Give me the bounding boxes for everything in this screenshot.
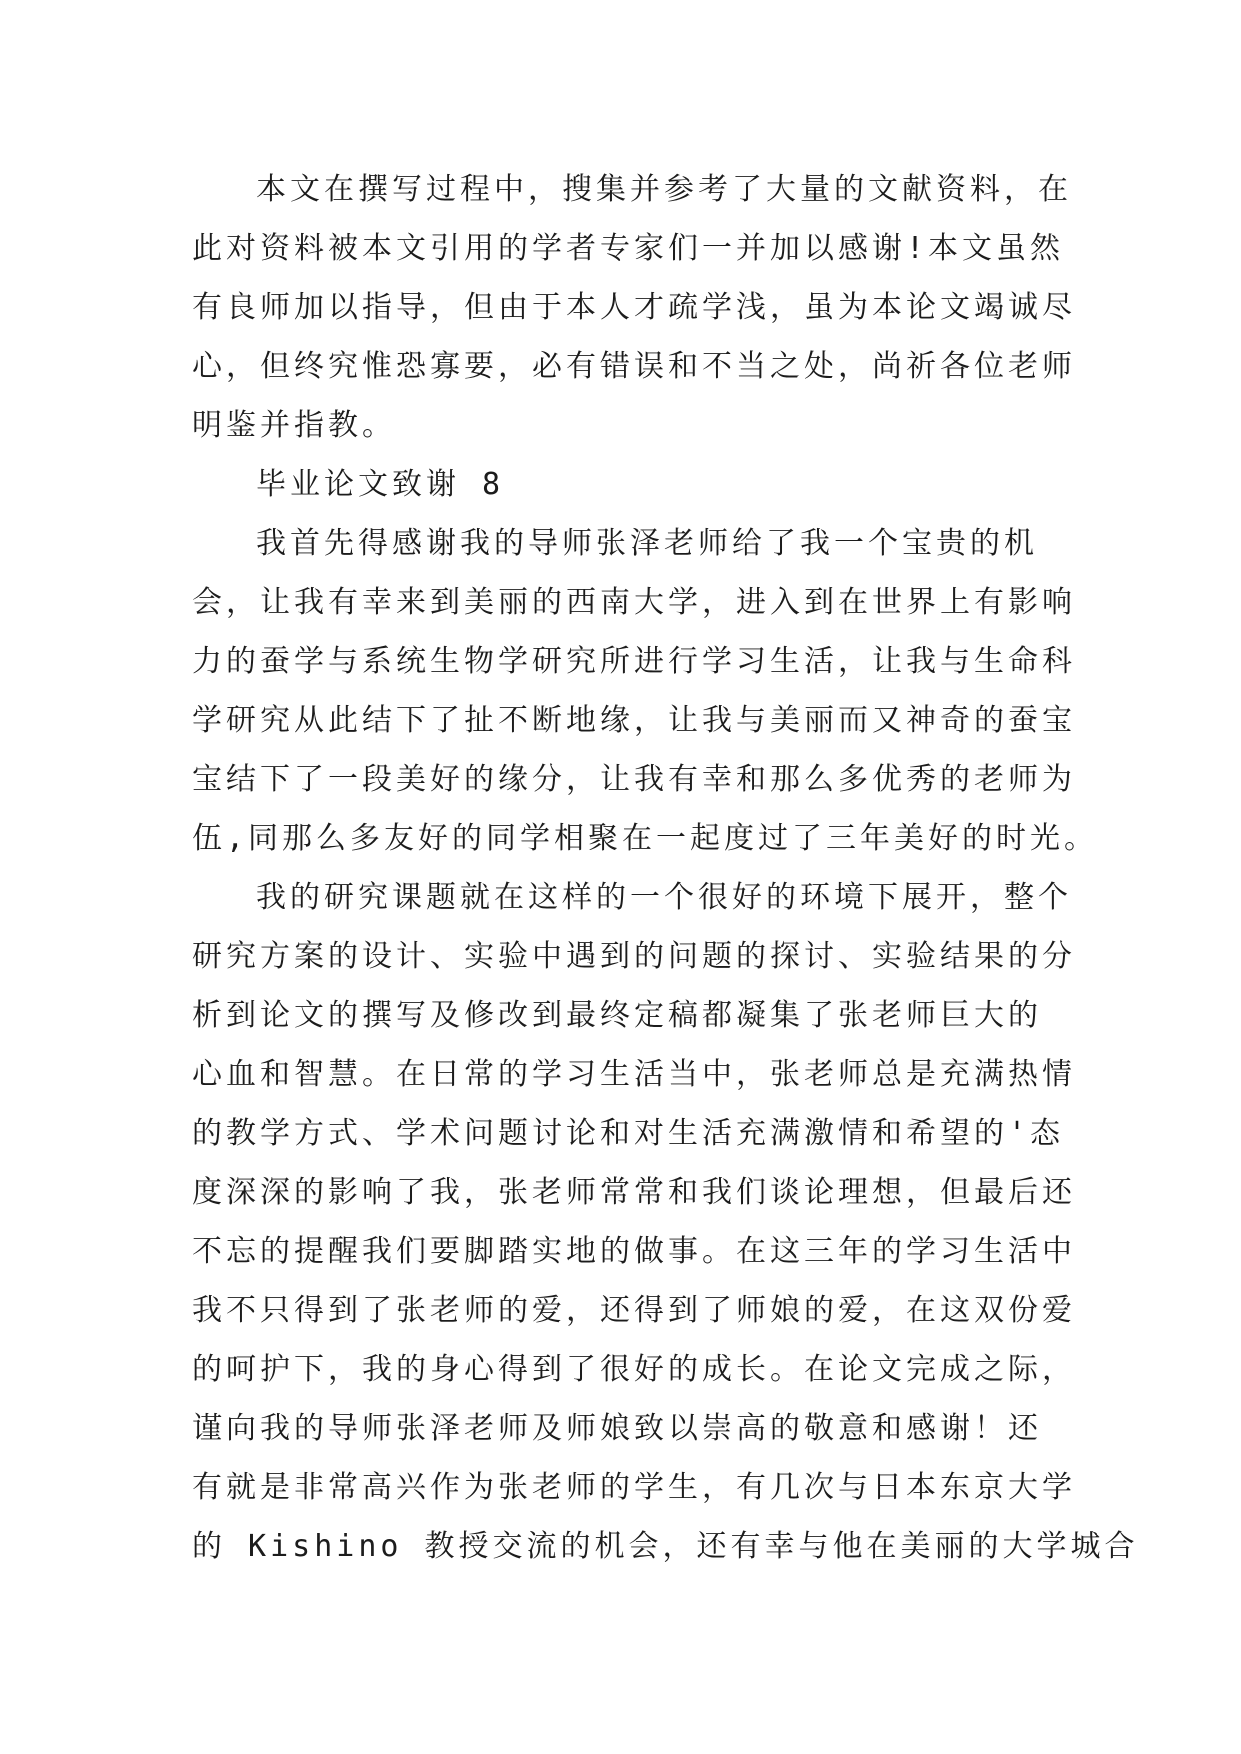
text-line: 我首先得感谢我的导师张泽老师给了我一个宝贵的机 (256, 526, 1038, 561)
text-line: 度深深的影响了我，张老师常常和我们谈论理想，但最后还 (192, 1175, 1076, 1210)
text-line: 我不只得到了张老师的爱，还得到了师娘的爱，在这双份爱 (192, 1293, 1076, 1328)
text-line: 的 Kishino 教授交流的机会，还有幸与他在美丽的大学城合 (192, 1529, 1139, 1564)
text-line: 心血和智慧。在日常的学习生活当中，张老师总是充满热情 (192, 1057, 1076, 1092)
text-line: 有就是非常高兴作为张老师的学生，有几次与日本东京大学 (192, 1470, 1076, 1505)
text-line: 有良师加以指导，但由于本人才疏学浅，虽为本论文竭诚尽 (192, 290, 1076, 325)
text-line: 心，但终究惟恐寡要，必有错误和不当之处，尚祈各位老师 (192, 349, 1076, 384)
text-line: 的教学方式、学术问题讨论和对生活充满激情和希望的'态 (192, 1116, 1065, 1151)
text-line: 研究方案的设计、实验中遇到的问题的探讨、实验结果的分 (192, 939, 1076, 974)
text-line: 此对资料被本文引用的学者专家们一并加以感谢!本文虽然 (192, 231, 1065, 266)
text-line: 本文在撰写过程中，搜集并参考了大量的文献资料，在 (256, 172, 1072, 207)
text-line: 析到论文的撰写及修改到最终定稿都凝集了张老师巨大的 (192, 998, 1042, 1033)
text-line: 学研究从此结下了扯不断地缘，让我与美丽而又神奇的蚕宝 (192, 703, 1076, 738)
text-line: 会，让我有幸来到美丽的西南大学，进入到在世界上有影响 (192, 585, 1076, 620)
document-body (192, 160, 1139, 1576)
text-line: 伍,同那么多友好的同学相聚在一起度过了三年美好的时光。 (192, 821, 1099, 856)
text-line: 明鉴并指教。 (192, 408, 396, 443)
text-line: 不忘的提醒我们要脚踏实地的做事。在这三年的学习生活中 (192, 1234, 1076, 1269)
text-line: 我的研究课题就在这样的一个很好的环境下展开，整个 (256, 880, 1072, 915)
text-line: 谨向我的导师张泽老师及师娘致以崇高的敬意和感谢！还 (192, 1411, 1042, 1446)
text-line: 力的蚕学与系统生物学研究所进行学习生活，让我与生命科 (192, 644, 1076, 679)
text-line: 宝结下了一段美好的缘分，让我有幸和那么多优秀的老师为 (192, 762, 1076, 797)
section-heading: 毕业论文致谢 8 (256, 467, 505, 502)
text-line: 的呵护下，我的身心得到了很好的成长。在论文完成之际， (192, 1352, 1076, 1387)
